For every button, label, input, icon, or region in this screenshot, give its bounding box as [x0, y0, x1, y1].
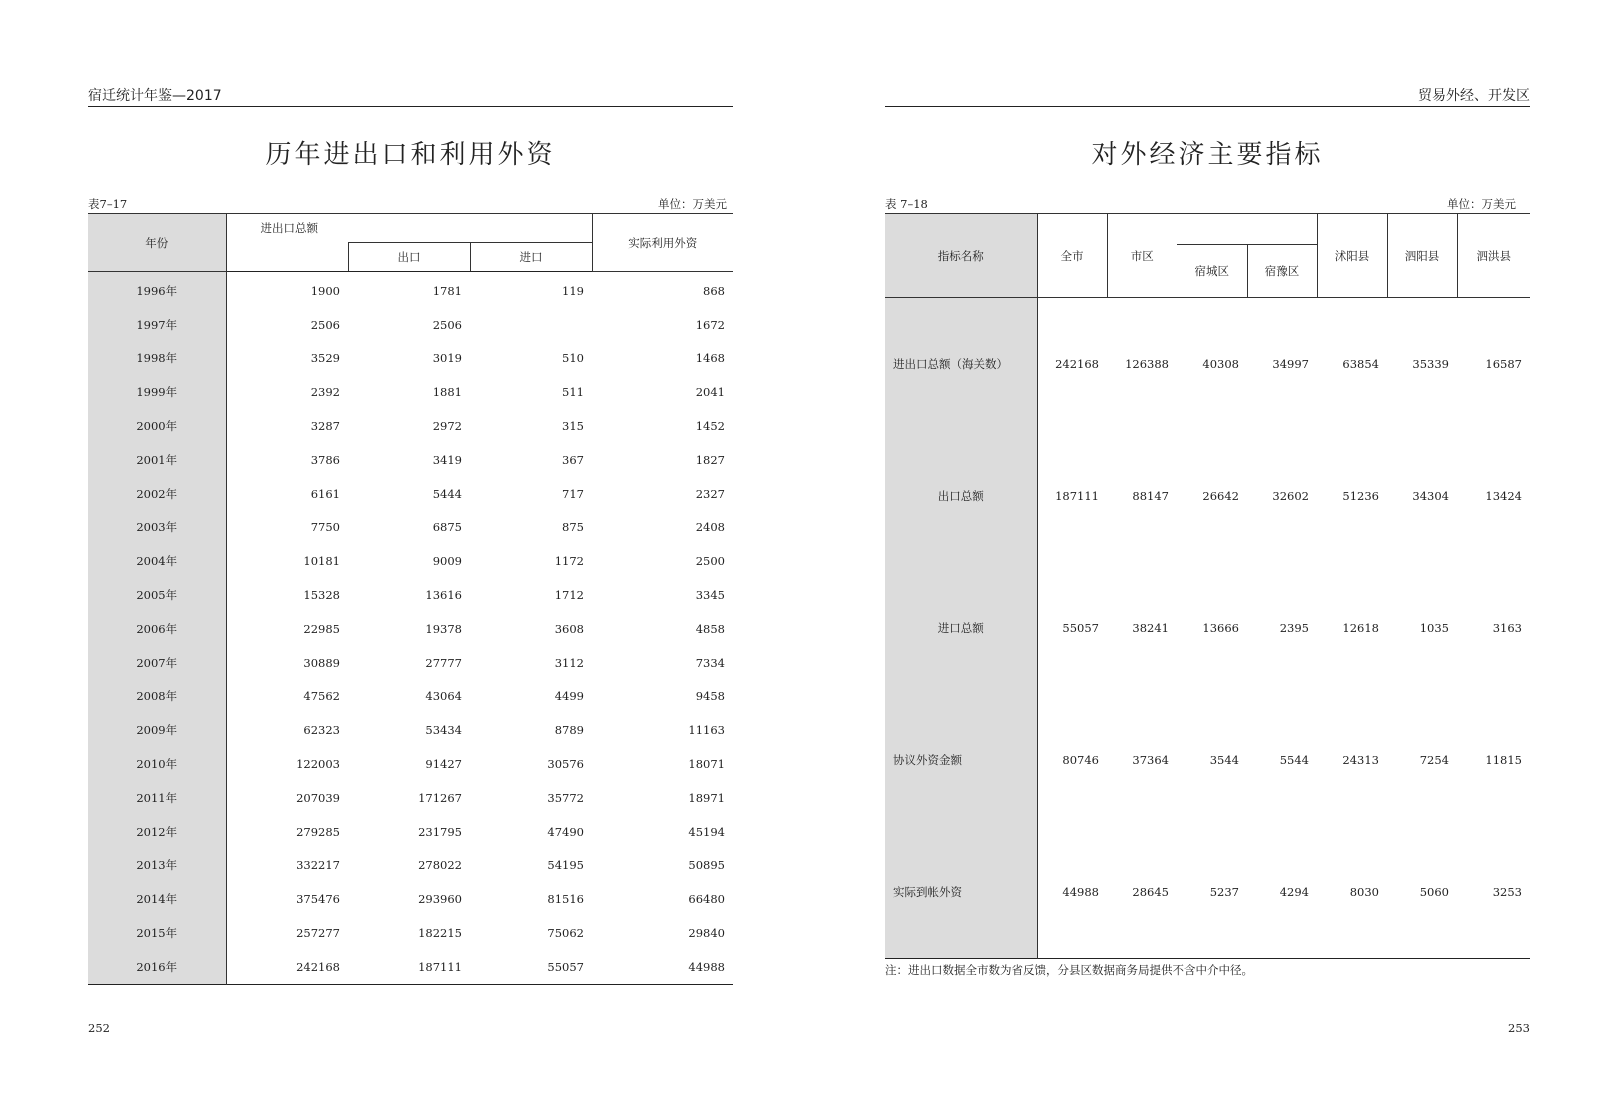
cell-export: 171267	[418, 790, 462, 805]
table-row	[885, 298, 1530, 431]
header-total: 进出口总额	[226, 214, 348, 243]
cell-import: 717	[562, 486, 584, 501]
cell-fdi: 50895	[688, 858, 725, 873]
unit-label-left: 单位：万美元	[658, 197, 727, 211]
cell-year: 1999年	[88, 375, 226, 409]
cell-total: 3529	[310, 351, 340, 366]
cell-year: 2001年	[88, 443, 226, 477]
table-row	[88, 950, 733, 984]
cell-import: 47490	[547, 824, 584, 839]
table-footnote: 注：进出口数据全市数为省反馈，分县区数据商务局提供不含中介中径。	[885, 963, 1253, 977]
cell-siyang: 1035	[1419, 621, 1449, 635]
cell-shuyang: 12618	[1342, 621, 1379, 635]
table-row	[88, 578, 733, 612]
cell-year: 1998年	[88, 342, 226, 376]
table-row	[88, 308, 733, 342]
cell-export: 1781	[432, 283, 462, 298]
cell-import: 875	[562, 520, 584, 535]
cell-export: 43064	[425, 689, 462, 704]
cell-fdi: 3345	[695, 588, 725, 603]
cell-total: 30889	[303, 655, 340, 670]
table-row	[885, 826, 1530, 959]
cell-import: 54195	[547, 858, 584, 873]
table-row	[88, 443, 733, 477]
cell-year: 2013年	[88, 849, 226, 883]
cell-total: 7750	[310, 520, 340, 535]
cell-import: 8789	[554, 723, 584, 738]
cell-indicator: 实际到帐外资	[885, 826, 1037, 959]
cell-total: 15328	[303, 588, 340, 603]
unit-label-right: 单位：万美元	[1447, 197, 1516, 211]
header-import: 进口	[470, 243, 592, 272]
cell-shuyang: 51236	[1342, 489, 1379, 503]
cell-export: 5444	[432, 486, 462, 501]
cell-export: 2972	[432, 419, 462, 434]
header-year: 年份	[88, 214, 226, 272]
cell-import: 4499	[554, 689, 584, 704]
cell-year: 2003年	[88, 511, 226, 545]
cell-siyang: 34304	[1412, 489, 1449, 503]
cell-export: 13616	[425, 588, 462, 603]
cell-import: 1712	[554, 588, 584, 603]
cell-total: 3287	[310, 419, 340, 434]
cell-sihong: 13424	[1485, 489, 1522, 503]
cell-import: 35772	[547, 790, 584, 805]
cell-indicator: 协议外资金额	[885, 694, 1037, 826]
header-shuyang: 沭阳县	[1317, 214, 1387, 298]
cell-suyu: 4294	[1279, 885, 1309, 899]
cell-sucheng: 5237	[1209, 885, 1239, 899]
table-row	[885, 562, 1530, 694]
cell-year: 2005年	[88, 578, 226, 612]
table-row	[88, 272, 733, 308]
cell-sihong: 3163	[1492, 621, 1522, 635]
cell-fdi: 18071	[688, 757, 725, 772]
cell-total: 10181	[303, 554, 340, 569]
cell-year: 1996年	[88, 272, 226, 308]
cell-siyang: 7254	[1419, 753, 1449, 767]
cell-fdi: 1452	[695, 419, 725, 434]
running-head-right	[885, 84, 1530, 107]
right-page	[885, 0, 1530, 1099]
cell-import: 119	[562, 283, 584, 298]
cell-suyu: 32602	[1272, 489, 1309, 503]
cell-year: 1997年	[88, 308, 226, 342]
cell-fdi: 2408	[695, 520, 725, 535]
table-row	[88, 680, 733, 714]
cell-import	[470, 308, 592, 342]
table-row	[88, 916, 733, 950]
cell-year: 2002年	[88, 477, 226, 511]
cell-fdi: 1827	[695, 452, 725, 467]
cell-total: 2392	[310, 385, 340, 400]
table-row	[88, 781, 733, 815]
cell-export: 278022	[418, 858, 462, 873]
cell-city: 187111	[1055, 489, 1099, 503]
cell-import: 30576	[547, 757, 584, 772]
cell-fdi: 2500	[695, 554, 725, 569]
cell-import: 3112	[554, 655, 584, 670]
cell-city: 242168	[1055, 357, 1099, 371]
header-total-under	[226, 243, 348, 272]
cell-urban: 37364	[1132, 753, 1169, 767]
table-row	[88, 544, 733, 578]
table-row	[88, 511, 733, 545]
cell-sucheng: 40308	[1202, 357, 1239, 371]
running-head-text: 贸易外经、开发区	[1418, 88, 1530, 104]
cell-total: 279285	[296, 824, 340, 839]
table-row	[88, 747, 733, 781]
table-row	[88, 713, 733, 747]
cell-siyang: 5060	[1419, 885, 1449, 899]
cell-fdi: 44988	[688, 959, 725, 974]
cell-total: 3786	[310, 452, 340, 467]
table-number-left: 表7–17	[88, 197, 128, 211]
cell-export: 187111	[418, 959, 462, 974]
cell-fdi: 7334	[695, 655, 725, 670]
running-head-left	[88, 84, 733, 107]
cell-total: 6161	[310, 486, 340, 501]
table-row	[88, 342, 733, 376]
cell-export: 9009	[432, 554, 462, 569]
left-page	[88, 0, 733, 1099]
cell-city: 55057	[1062, 621, 1099, 635]
cell-total: 207039	[296, 790, 340, 805]
cell-total: 1900	[310, 283, 340, 298]
cell-year: 2006年	[88, 612, 226, 646]
cell-year: 2007年	[88, 646, 226, 680]
cell-total: 375476	[296, 892, 340, 907]
cell-year: 2016年	[88, 950, 226, 984]
cell-sucheng: 13666	[1202, 621, 1239, 635]
cell-total: 47562	[303, 689, 340, 704]
cell-sucheng: 3544	[1209, 753, 1239, 767]
header-urban-spacer	[1177, 214, 1317, 245]
table-row	[88, 375, 733, 409]
table-row	[88, 815, 733, 849]
cell-total: 122003	[296, 757, 340, 772]
cell-sihong: 11815	[1485, 753, 1522, 767]
header-indicator: 指标名称	[885, 214, 1037, 298]
cell-year: 2011年	[88, 781, 226, 815]
cell-city: 80746	[1062, 753, 1099, 767]
running-head-text: 宿迁统计年鉴—2017	[88, 88, 222, 104]
header-export: 出口	[348, 243, 470, 272]
cell-sihong: 16587	[1485, 357, 1522, 371]
cell-urban: 126388	[1125, 357, 1169, 371]
trade-history-table	[88, 213, 733, 985]
cell-year: 2004年	[88, 544, 226, 578]
header-siyang: 泗阳县	[1387, 214, 1457, 298]
cell-year: 2014年	[88, 882, 226, 916]
cell-fdi: 9458	[695, 689, 725, 704]
header-spacer	[348, 214, 592, 243]
cell-fdi: 4858	[695, 621, 725, 636]
cell-urban: 28645	[1132, 885, 1169, 899]
cell-sihong: 3253	[1492, 885, 1522, 899]
cell-urban: 88147	[1132, 489, 1169, 503]
cell-import: 367	[562, 452, 584, 467]
header-sihong: 泗洪县	[1457, 214, 1530, 298]
page-title-left: 历年进出口和利用外资	[265, 140, 556, 170]
cell-export: 231795	[418, 824, 462, 839]
cell-total: 2506	[310, 317, 340, 332]
cell-import: 75062	[547, 926, 584, 941]
cell-year: 2009年	[88, 713, 226, 747]
cell-fdi: 2041	[695, 385, 725, 400]
cell-export: 19378	[425, 621, 462, 636]
header-city: 全市	[1037, 214, 1107, 298]
cell-fdi: 868	[703, 283, 725, 298]
cell-year: 2008年	[88, 680, 226, 714]
cell-fdi: 18971	[688, 790, 725, 805]
cell-sucheng: 26642	[1202, 489, 1239, 503]
cell-fdi: 29840	[688, 926, 725, 941]
cell-year: 2012年	[88, 815, 226, 849]
header-sucheng: 宿城区	[1177, 245, 1247, 298]
table-row	[88, 409, 733, 443]
foreign-economy-table	[885, 213, 1530, 959]
cell-suyu: 5544	[1279, 753, 1309, 767]
cell-import: 55057	[547, 959, 584, 974]
cell-total: 242168	[296, 959, 340, 974]
cell-export: 53434	[425, 723, 462, 738]
table-row	[88, 882, 733, 916]
cell-export: 3019	[432, 351, 462, 366]
table-row	[885, 430, 1530, 562]
cell-export: 6875	[432, 520, 462, 535]
cell-import: 315	[562, 419, 584, 434]
cell-export: 1881	[432, 385, 462, 400]
cell-indicator: 出口总额	[885, 430, 1037, 562]
cell-export: 182215	[418, 926, 462, 941]
cell-import: 81516	[547, 892, 584, 907]
table-row	[88, 646, 733, 680]
cell-export: 293960	[418, 892, 462, 907]
cell-shuyang: 63854	[1342, 357, 1379, 371]
cell-city: 44988	[1062, 885, 1099, 899]
cell-export: 2506	[432, 317, 462, 332]
table-number-right: 表 7–18	[885, 197, 928, 211]
cell-total: 22985	[303, 621, 340, 636]
header-urban: 市区	[1107, 214, 1177, 298]
cell-import: 511	[562, 385, 584, 400]
cell-fdi: 66480	[688, 892, 725, 907]
cell-fdi: 1672	[695, 317, 725, 332]
cell-fdi: 2327	[695, 486, 725, 501]
cell-suyu: 34997	[1272, 357, 1309, 371]
cell-export: 91427	[425, 757, 462, 772]
cell-import: 1172	[554, 554, 584, 569]
cell-shuyang: 8030	[1349, 885, 1379, 899]
page-number-left: 252	[88, 1021, 110, 1035]
cell-indicator: 进口总额	[885, 562, 1037, 694]
table-row	[88, 612, 733, 646]
cell-siyang: 35339	[1412, 357, 1449, 371]
cell-year: 2010年	[88, 747, 226, 781]
cell-import: 3608	[554, 621, 584, 636]
cell-total: 332217	[296, 858, 340, 873]
cell-shuyang: 24313	[1342, 753, 1379, 767]
cell-urban: 38241	[1132, 621, 1169, 635]
cell-export: 27777	[425, 655, 462, 670]
page-title-right: 对外经济主要指标	[1091, 140, 1324, 170]
table-row	[88, 849, 733, 883]
cell-export: 3419	[432, 452, 462, 467]
cell-total: 257277	[296, 926, 340, 941]
cell-fdi: 45194	[688, 824, 725, 839]
header-suyu: 宿豫区	[1247, 245, 1317, 298]
cell-import: 510	[562, 351, 584, 366]
cell-year: 2015年	[88, 916, 226, 950]
table-row	[885, 694, 1530, 826]
header-fdi: 实际利用外资	[592, 214, 733, 272]
page-number-right: 253	[1508, 1021, 1530, 1035]
cell-fdi: 11163	[688, 723, 725, 738]
cell-year: 2000年	[88, 409, 226, 443]
table-row	[88, 477, 733, 511]
cell-total: 62323	[303, 723, 340, 738]
cell-fdi: 1468	[695, 351, 725, 366]
cell-suyu: 2395	[1279, 621, 1309, 635]
cell-indicator: 进出口总额（海关数）	[885, 298, 1037, 431]
